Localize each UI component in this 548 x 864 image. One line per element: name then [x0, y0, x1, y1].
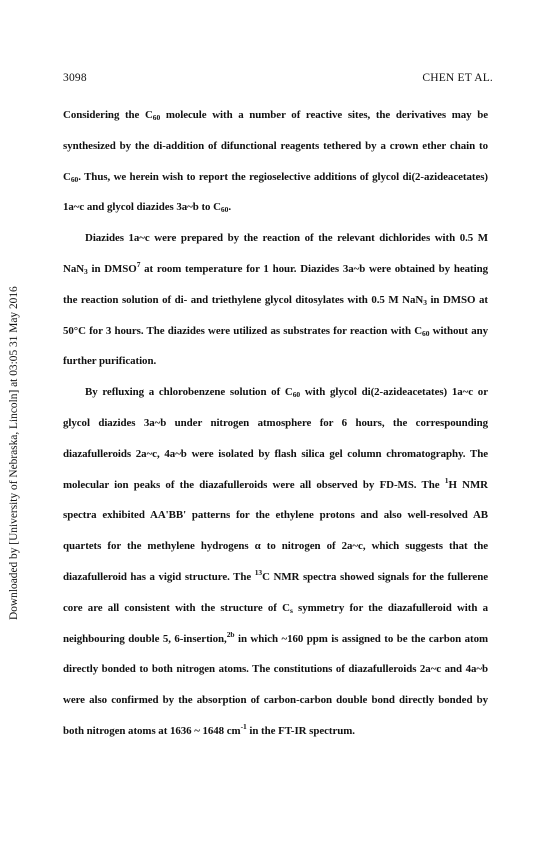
paragraph-1: Considering the $C_{60}$ molecule with a number of reactive sites, the derivatives may be synthesized by the di-addition of difunctional reagents tethered by a crown ether chain to $C_{60}$. Thus, we herein wish to report the regioselective additions of glycol di(2-azideacetates) 1a~c and glycol diazides 3a~b to $C_{60}$. [63, 109, 488, 215]
download-watermark [6, 120, 24, 620]
running-head: CHEN ET AL. [422, 72, 493, 84]
paragraph-3: By refluxing a chlorobenzene solution of $C_{60}$ with glycol di(2-azideacetates) 1a~c or glycol diazides 3a~b under nitrogen atmosphere for 6 hours, the correspounding diazafulleroids 2a~c, 4a~b were isolated by flash silica gel column chromatography. The molecular ion peaks of the diazafulleroids were all observed by FD-MS. The $^1$H NMR spectra exhibited AA'BB' patterns for the ethylene protons and also well-resolved AB quartets for the methylene hydrogens α to nitrogen of 2a~c, which suggests that the diazafulleroid has a vigid structure. The $^{13}$C NMR spectra showed signals for the fullerene core are all consistent with the structure of $C_s$ symmetry for the diazafulleroid with a neighbouring double 5, 6-insertion,$^{2b}$ in which ~160 ppm is assigned to be the carbon atom directly bonded to both nitrogen atoms. The constitutions of diazafulleroids 2a~c and 4a~b were also confirmed by the absorption of carbon-carbon double bond directly bonded by both nitrogen atoms at 1636 ~ 1648 $cm^{-1}$ in the FT-IR spectrum. [63, 386, 488, 737]
article-body [63, 100, 488, 747]
paragraph-2: Diazides 1a~c were prepared by the reaction of the relevant dichlorides with 0.5 M NaN$_3$ in DMSO$^7$ at room temperature for 1 hour. Diazides 3a~b were obtained by heating the reaction solution of di- and triethylene glycol ditosylates with 0.5 M NaN$_3$ in DMSO at 50°C for 3 hours. The diazides were utilized as substrates for reaction with $C_{60}$ without any further purification. [63, 232, 488, 368]
page-number: 3098 [63, 72, 87, 84]
page-header [63, 72, 493, 84]
download-watermark-text: Downloaded by [University of Nebraska, Lincoln] at 03:05 31 May 2016 [8, 286, 20, 620]
